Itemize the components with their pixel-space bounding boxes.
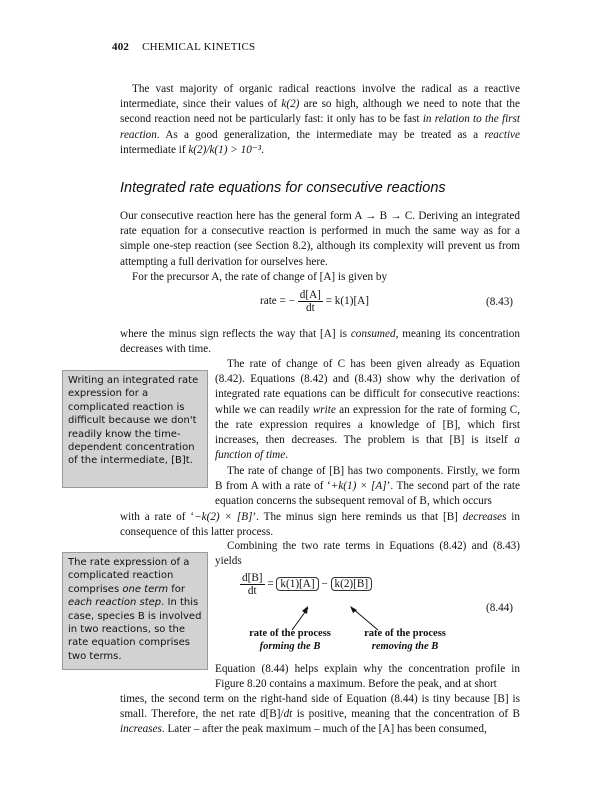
- label-text: forming the B: [259, 640, 321, 652]
- eq-fraction: [240, 572, 265, 597]
- paragraph-minus-sign: [120, 327, 520, 357]
- eq-term-removing: k(2)[B]: [331, 577, 373, 591]
- text-run: times, the second term on the right-hand side of Equation (8.44) is tiny because [B] is small. Therefore, the net rate d[B]/: [120, 693, 520, 721]
- emphasis: in relation to the first reaction: [120, 113, 520, 141]
- text-run: where the minus sign reflects the way that [A] is: [120, 328, 351, 340]
- math-dt: dt: [283, 708, 293, 721]
- text-run: .: [261, 143, 264, 156]
- text-run: The rate of change of C has been given already as Equation (8.42). Equations (8.42) and (8.43) show why the derivation of integrated rate equations can be difficult for consecutive reactions: while we can readily: [215, 358, 520, 416]
- eq-numerator: d[B]: [242, 572, 263, 584]
- eq-minus: −: [321, 578, 328, 591]
- eq-rhs: = k(1)[A]: [325, 295, 369, 308]
- eq-denominator: dt: [305, 302, 315, 314]
- note-text: for: [168, 583, 186, 595]
- text-run: . Later – after the peak maximum – much of the [A] has been consumed,: [161, 723, 487, 736]
- equation-8-44: [240, 572, 372, 597]
- running-header: [112, 41, 255, 53]
- text-run: an expression for the rate of forming C, the rate expression requires a knowledge of [B], which first increases, then decreases. The problem is that [B] is itself: [215, 403, 520, 447]
- page-number: 402: [112, 41, 130, 53]
- label-text: rate of the process: [364, 628, 446, 639]
- paragraph-precursor: For the precursor A, the rate of change of [A] is given by: [132, 271, 388, 283]
- text-run: The rate of change of [B] has two components. Firstly, we form B from A with a rate of ‘: [215, 465, 520, 493]
- text-run: ’. The minus sign here reminds us that [B]: [252, 511, 463, 523]
- text-run: intermediate if: [120, 143, 189, 156]
- note-text: . In this case, species B is involved in two reactions, so the rate equation comprises two terms.: [68, 597, 202, 662]
- label-forming: [225, 628, 355, 653]
- equation-8-43: [260, 289, 369, 314]
- arrowhead-forming: [302, 606, 308, 614]
- text-run: with a rate of ‘: [120, 511, 195, 523]
- arrow-removing: [352, 608, 378, 630]
- paragraph-rate-of-c: [215, 357, 520, 463]
- math-ratio: k(2)/k(1) > 10⁻³: [188, 143, 262, 156]
- emphasis: reactive: [484, 128, 520, 141]
- label-removing: [340, 628, 470, 653]
- emphasis: decreases: [462, 511, 507, 523]
- margin-note-rate-terms: [62, 552, 208, 670]
- text-run: are so high, although we need to note that the second reaction need not be particularly fast: it only has to be fast: [120, 98, 520, 126]
- paragraph-combining: Combining the two rate terms in Equations (8.42) and (8.43) yields: [215, 540, 520, 568]
- text-run: . As a good generalization, the intermediate may be treated as a: [156, 128, 485, 141]
- emphasis: increases: [120, 723, 162, 736]
- running-title: CHEMICAL KINETICS: [142, 41, 256, 53]
- paragraph-intro: [120, 82, 520, 158]
- text-run: .: [285, 449, 289, 462]
- math-k2: k(2): [281, 98, 300, 111]
- eq-denominator: dt: [247, 585, 257, 597]
- paragraph-maximum: Equation (8.44) helps explain why the concentration profile in Figure 8.20 contains a maximum. Before the peak, and at short: [215, 663, 520, 691]
- section-heading: Integrated rate equations for consecutive reactions: [120, 180, 446, 196]
- emphasis: a function of time: [215, 434, 520, 462]
- label-text: rate of the process: [249, 628, 331, 639]
- note-emphasis: each reaction step: [68, 597, 162, 609]
- margin-note-integrated-rate: Writing an integrated rate expression for a complicated reaction is difficult because we don't readily know the time-dependent concentration of the intermediate, [B]t.: [62, 370, 208, 488]
- eq-term-forming: k(1)[A]: [276, 577, 318, 591]
- note-text: The rate expression of a complicated reaction comprises: [68, 557, 190, 595]
- eq-lhs: rate = −: [260, 295, 295, 308]
- label-text: removing the B: [371, 640, 439, 652]
- equation-number-8-44: (8.44): [486, 602, 514, 614]
- paragraph-maximum-cont: [120, 692, 520, 738]
- text-run: is positive, meaning that the concentration of B: [292, 708, 520, 721]
- emphasis: write: [312, 403, 336, 416]
- eq-equals: =: [267, 578, 274, 591]
- emphasis: consumed: [350, 328, 396, 340]
- equation-number-8-43: (8.43): [486, 296, 514, 308]
- paragraph-rate-of-b: [215, 464, 520, 510]
- text-run: The vast majority of organic radical reactions involve the radical as a reactive intermediate, since their values of: [120, 83, 520, 111]
- eq-numerator: d[A]: [299, 289, 321, 301]
- paragraph-general-form: Our consecutive reaction here has the general form A → B → C. Deriving an integrated rate equation for a consecutive reaction is performed in much the same way as for a simple one-step reaction (see Section 8.2), although its complexity will prevent us from attempting a full derivation for ourselves here.: [120, 210, 520, 268]
- text-run: ’. The second part of the rate equation concerns the subsequent removal of B, which occurs: [215, 480, 520, 508]
- text-run: , meaning its concentration decreases with time.: [120, 328, 520, 356]
- text-run: in consequence of this latter process.: [120, 511, 521, 539]
- eq-fraction: [298, 289, 323, 314]
- math-minus-k2-b: −k(2) × [B]: [194, 511, 253, 523]
- paragraph-rate-of-b-cont: [120, 510, 520, 540]
- note-emphasis: one term: [122, 583, 169, 595]
- math-plus-k1-a: +k(1) × [A]: [330, 480, 387, 493]
